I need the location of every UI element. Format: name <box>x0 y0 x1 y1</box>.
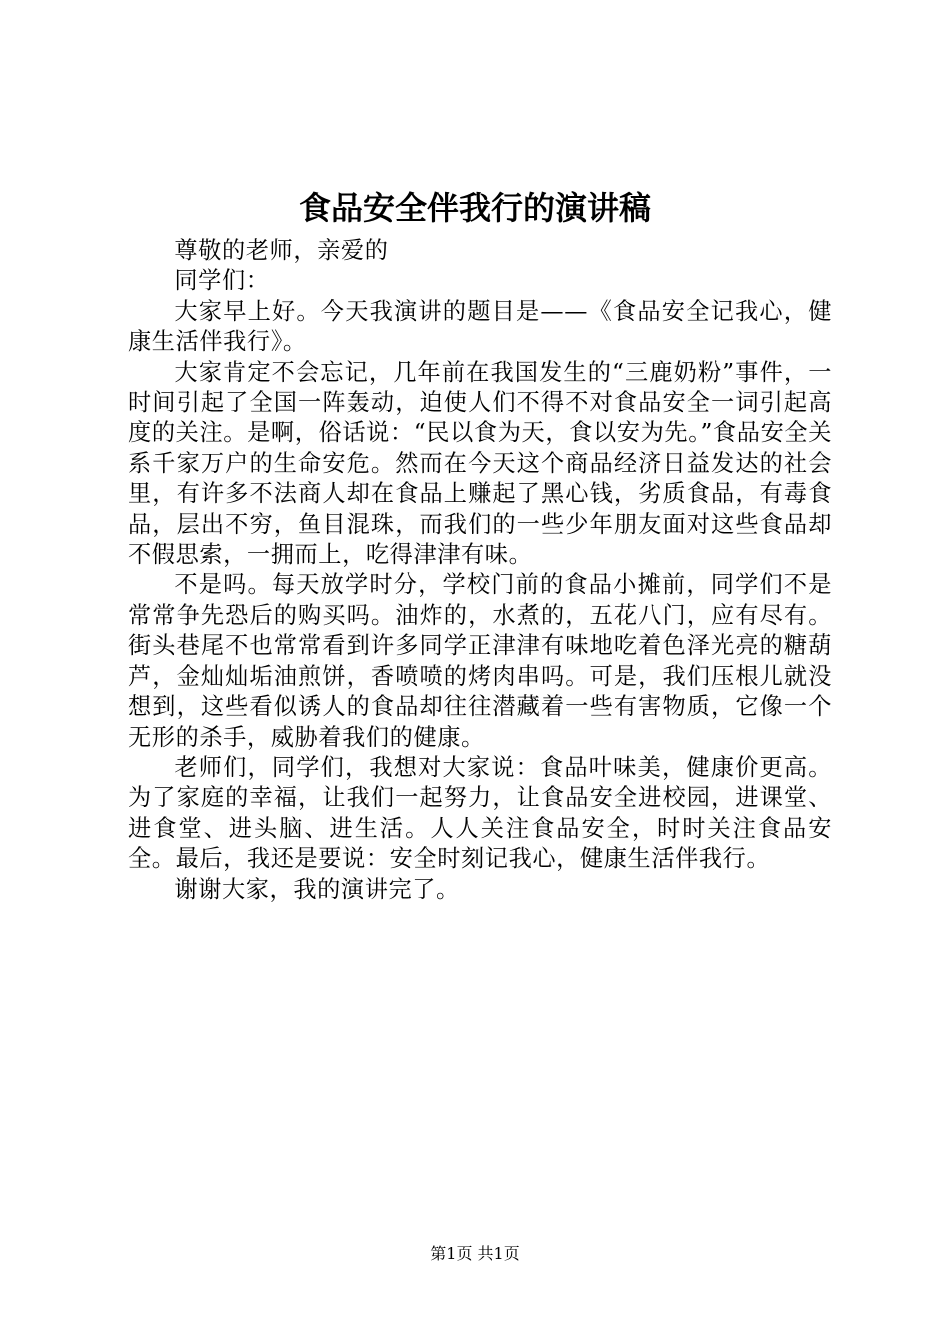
paragraph-street-food: 不是吗。每天放学时分，学校门前的食品小摊前，同学们不是常常争先恐后的购买吗。油炸的，水煮的，五花八门，应有尽有。街头巷尾不也常常看到许多同学正津津有味地吃着色泽光亮的糖葫芦，金灿灿垢油煎饼，香喷喷的烤肉串吗。可是，我们压根儿就没想到，这些看似诱人的食品却往往潜藏着一些有害物质，它像一个无形的杀手，威胁着我们的健康。 <box>128 571 832 751</box>
page-footer: 第1页 共1页 <box>430 1244 520 1263</box>
paragraph-greeting-2: 同学们： <box>174 267 270 295</box>
paragraph-greeting-1: 尊敬的老师，亲爱的 <box>174 237 389 264</box>
paragraph-closing: 谢谢大家，我的演讲完了。 <box>174 875 460 903</box>
document-title: 食品安全伴我行的演讲稿 <box>298 189 651 227</box>
paragraph-sanlu-incident: 大家肯定不会忘记，几年前在我国发生的“三鹿奶粉”事件，一时间引起了全国一阵轰动，迫使人们不得不对食品安全一词引起高度的关注。是啊，俗话说：“民以食为天，食以安为先。”食品安全关系千家万户的生命安危。然而在今天这个商品经济日益发达的社会里，有许多不法商人却在食品上赚起了黑心钱，劣质食品，有毒食品，层出不穷，鱼目混珠，而我们的一些少年朋友面对这些食品却不假思索，一拥而上，吃得津津有味。 <box>128 358 832 569</box>
paragraph-appeal: 老师们，同学们，我想对大家说：食品叶味美，健康价更高。为了家庭的幸福，让我们一起努力，让食品安全进校园，进课堂、进食堂、进头脑、进生活。人人关注食品安全，时时关注食品安全。最后，我还是要说：安全时刻记我心，健康生活伴我行。 <box>128 753 832 873</box>
document-body <box>128 236 832 905</box>
paragraph-intro: 大家早上好。今天我演讲的题目是——《食品安全记我心，健康生活伴我行》。 <box>128 297 832 356</box>
